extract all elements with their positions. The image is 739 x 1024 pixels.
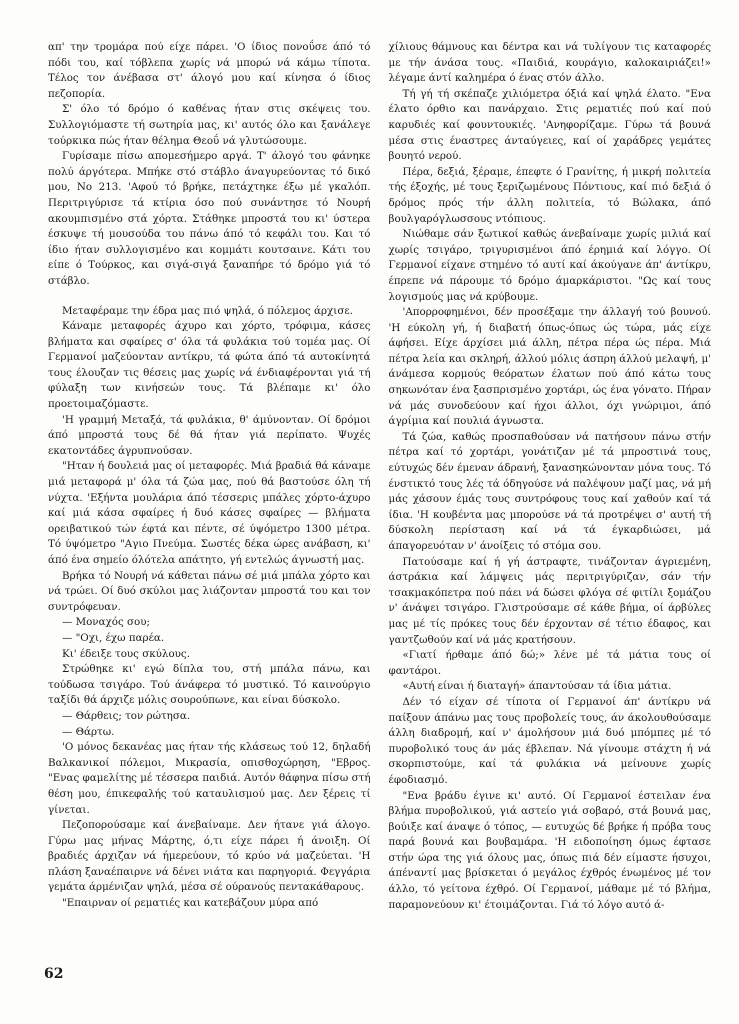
paragraph: "Επαιρναν οί ρεματιές και κατεβάζουν μύρα από <box>62 897 319 910</box>
paragraph: Πέρα, δεξιά, ξέραμε, έπεφτε ό Γρανίτης, ή μικρή πολιτεία τής έξοχής, μέ τους ξεριζωμένους Πόντιους, καί πιό δεξιά ό δρόμος πρός τήν άλλη πολιτεία, τό Βώλακα, άπό βουλγαρόγλωσσους ντόπιους. <box>388 165 711 225</box>
paragraph: χίλιους θάμνους και δέντρα και νά τυλίγουν τις καταφορές με τήν άνάσα τους. «Παιδιά, κουράγιο, καλοκαιριάζει!» λέγαμε άντί καλημέρα ό ένας στόν άλλο. <box>388 41 711 85</box>
paragraph: — "Οχι, έχω παρέα. <box>62 631 165 644</box>
paragraph: Πατούσαμε καί ή γή άστραφτε, τινάζονταν άγριεμένη, άστράκια καί λάμψεις μάς περιτριγύριζαν, σάν τήν τσακμακόπετρα πού πάει νά δώσει φλόγα σέ φιτίλι ξομάζου ν' άνάψει τσιγάρο. Γλιστρούσαμε σέ κάθε βήμα, οί άρβύλες μας μέ τίς πρόκες τους δέν έρχονταν σέ τέτιο έδαφος, και γαντζωθούν καί νά μάς κρατήσουν. <box>388 555 711 646</box>
paragraph: απ' την τρομάρα πού είχε πάρει. 'Ο ίδιος πονοΰσε άπό τό πόδι του, καί τόβλεπα χωρίς νά μπορώ νά κάμω τίποτα. Τέλος τον άνέβασα στ' άλογό μου καί κίνησα ό ίδιος πεζοπορία. <box>48 41 371 100</box>
paragraph: Τά ζώα, καθώς προσπαθούσαν νά πατήσουν πάνω στήν πέτρα καί τό χορτάρι, γονάτιζαν μέ τά μπροστινά τους, εύτυχώς δέν έμεναν άδρανή, ξανασηκώνονταν μόνα τους. Τό ένστικτό τους λές τά όδηγούσε νά παλέψουν μαζί μας, νά μή μάς χάσουν έμάς τους συντρόφους τους καί χαθούν καί τά ίδια. 'Η κουβέντα μας μπορούσε νά τά προτρέψει σ' αυτή τή δύσκολη περίσταση καί νά τά έγκαρδιώσει, μά άπαγορευόταν ν' άνοίξεις τό στόμα σου. <box>388 430 711 552</box>
paragraph: Γυρίσαμε πίσω απομεσήμερο αργά. Τ' άλογό του φάνηκε πολύ άργότερα. Μπήκε στό στάβλο άναγυρεύοντας τό δικό μου, Νο 213. 'Αφού τό βρήκε, πετάχτηκε έξω μέ γκαλόπ. Περιτριγύρισε τά κτίρια όσο πού συνάντησε τό Νουρή ακουμπισμένο στά χόρτα. Στάθηκε μπροστά του κι' ύστερα έσκυψε τή μουσούδα του πάνω άπό τό κεφάλι του. Και τό ίδιο ήταν συλλογισμένο και κομμάτι κουτσαινε. Κάτι του είπε ό Τούρκος, και σιγά-σιγά ξαναπήρε τό δρόμο γιά τό στάβλο. <box>48 150 371 287</box>
paragraph: 'Απορροφημένοι, δέν προσέξαμε την άλλαγή τού βουνού. 'Η εύκολη γή, ή διαβατή όπως-όπως ώς τώρα, μάς είχε άφήσει. Είχε άρχίσει μιά άλλη, πέτρα πέρα ώς πέρα. Μιά πέτρα λεία και σκληρή, άλλού μόλις άσπρη άλλού μελαψή, μ' άνάμεσα κορμούς θεόρατων έλατων πού άπό κάτω τους σηκωνόταν ένα ξασπρισμένο χορτάρι, ώς ένα γόνατο. Πήραν νά μάς συνοδεύουν καί ήχοι άλλοι, όχι γνώριμοι, άπό άγρίμια καί πουλιά άγνωστα. <box>388 306 711 428</box>
paragraph: Βρήκα τό Νουρή νά κάθεται πάνω σέ μιά μπάλα χόρτο και νά τρώει. Οί δυό σκύλοι μας λιάζονταν μπροστά του και τον συντρόφευαν. <box>48 569 371 613</box>
paragraph: — Θάρτω. <box>62 725 115 738</box>
paragraph: «Αυτή είναι ή διαταγή» άπαντούσαν τά ίδια μάτια. <box>402 680 672 693</box>
paragraph: Στρώθηκε κι' εγώ δίπλα του, στή μπάλα πάνω, και τούδωσα τσιγάρο. Τού άνάφερα τό μυστικό. Τό καινούργιο ταξίδι θά άρχιζε μόλις σουρούπωνε, και είναι δύσκολο. <box>48 663 371 707</box>
paragraph: Τή γή τή σκέπαζε χιλιόμετρα όξιά καί ψηλά έλατο. "Ενα έλατο όρθιο και πανάρχαιο. Στις ρεματιές πού καί πού καρυδιές καί φουντουκιές. 'Ανηφορίζαμε. Γύρω τά βουνά μέσα στις έναστρες άνταύγειες, καί οί χαράδρες γεμάτες βουητό νερού. <box>388 87 711 163</box>
paragraph: 'Η γραμμή Μεταξά, τά φυλάκια, θ' άμύνονταν. Οί δρόμοι άπό μπροστά τους δέ θά ήταν γιά περίπατο. Ψυχές εκατοντάδες άγρυπνούσαν. <box>48 413 371 457</box>
left-column <box>48 40 371 913</box>
paragraph: Πεζοπορούσαμε καί άνεβαίναμε. Δεν ήτανε γιά άλογο. Γύρω μας μήνας Μάρτης, ό,τι είχε πάρει ή άνοιξη. Οί βραδιές άρχιζαν νά ήμερεύουν, τό κρύο νά μαζεύεται. 'Η πλάση ξαναέπαιρνε νά δένει νιάτα και παρηγοριά. Φεγγάρια γεμάτα άρμένιζαν ψηλά, μέσα σέ ούρανούς πεντακάθαρους. <box>48 819 371 894</box>
right-column <box>389 40 712 913</box>
paragraph: Σ' όλο τό δρόμο ό καθένας ήταν στις σκέψεις του. Συλλογιόμαστε τή σωτηρία μας, κι' αυτός όλο και ξανάλεγε τούρκικα πώς ήταν θέλημα Θεοΰ νά γλυτώσουμε. <box>48 103 371 147</box>
paragraph: — Μοναχός σου; <box>62 616 150 629</box>
paragraph: 'Ο μόνος δεκανέας μας ήταν τής κλάσεως τού 12, δηλαδή Βαλκανικοί πόλεμοι, Μικρασία, οπισθοχώρηση, "Εβρος. "Ενας φαμελίτης μέ τέσσερα παιδιά. Αυτόν θάφηνα πίσω στή θέση μου, έπικεφαλής τού καταυλισμού μας. Δεν ξέρεις τί γίνεται. <box>48 741 371 816</box>
paragraph: «Γιατί ήρθαμε άπό δώ;» λένε μέ τά μάτια τους οί φαντάροι. <box>388 649 711 677</box>
paragraph: Νιώθαμε σάν ξωτικοί καθώς άνεβαίναμε χωρίς μιλιά καί χωρίς τσιγάρο, τριγυρισμένοι άπό έρημιά καί λόγγο. Οί Γερμανοί είχανε στημένο τό αυτί καί άκούγανε άπ' άντίκρυ, έπρεπε νά πάρουμε τό δρόμο άμαρκάριστοι. "Ως καί τους λογισμούς μας νά κρύβουμε. <box>388 228 711 303</box>
paragraph: "Ηταν ή δουλειά μας οί μεταφορές. Μιά βραδιά θά κάναμε μιά μεταφορά μ' όλα τά ζώα μας, πού θά βαστούσε όλη τή νύχτα. 'Εξήντα μουλάρια άπό τέσσερις μπάλες χόρτο-άχυρο καί μιά κάσα σφαίρες ή δυό κάσες σφαίρες — βλήματα ορειβατικού τών έφτά και πέντε, σέ ύψόμετρο 1300 μέτρα. Τό ύψόμετρο "Αγιο Πνεύμα. Σωστές δέκα ώρες ανάβαση, κι' άπό ένα σημείο όλότελα απάτητο, γή εντελώς άγνωστή μας. <box>48 460 371 566</box>
paragraph: "Ενα βράδυ έγινε κι' αυτό. Οί Γερμανοί έστειλαν ένα βλήμα πυροβολικού, γιά αστείο γιά σοβαρό, στά βουνά μας, βούιξε καί άναψε ό τόπος, — ευτυχώς δέ βρήκε ή πρόβα τους παρά βουνά και βουβαμάρα. 'Η ειδοποίηση όμως έφτασε στήν ώρα της γιά όλους μας, όπως πιά δέν είμαστε ήσυχοι, άπέναντί μας βρίσκεται ό μεγάλος έχθρός ένωμένος μέ τον άλλο, τό γείτονα έχθρό. Οί Γερμανοί, μάθαμε μέ τό βλήμα, παραμονεύουν κι' έτοιμάζονται. Γιά τό λόγο αυτό ά- <box>388 789 711 911</box>
paragraph: Κάναμε μεταφορές άχυρο και χόρτο, τρόφιμα, κάσες βλήματα και σφαίρες σ' όλα τά φυλάκια τού τομέα μας. Οί Γερμανοί μαζεύονταν αντίκρυ, τά φώτα άπό τά αυτοκίνητά τους έλουζαν τις θέσεις μας χωρίς νά ένδιαφέρονται γιά τή φύλαξη των κινήσεών τους. Τά βλέπαμε κι' όλο προετοιμαζόμαστε. <box>48 320 371 411</box>
paragraph: Μεταφέραμε την έδρα μας πιό ψηλά, ό πόλεμος άρχισε. <box>62 304 353 317</box>
paragraph: — Θάρθεις; τον ρώτησα. <box>62 709 191 722</box>
page-number: 62 <box>44 966 64 982</box>
text-columns <box>48 40 711 913</box>
paragraph: Κι' έδειξε τους σκύλους. <box>62 647 190 660</box>
paragraph: Δέν τό είχαν σέ τίποτα οί Γερμανοί άπ' άντίκρυ νά παίξουν άπάνω μας τους προβολείς τους, άν άκολουθούσαμε άλλη διαδρομή, καί ν' άμολήσουν μιά δυό μπόμπες μέ τό πυροβολικό τους άν μάς έβλεπαν. Νά γίνουμε στάχτη ή νά σκορπιστούμε, καί τά φυλάκια νά μείνουνε χωρίς έφοδιασμό. <box>388 695 711 786</box>
